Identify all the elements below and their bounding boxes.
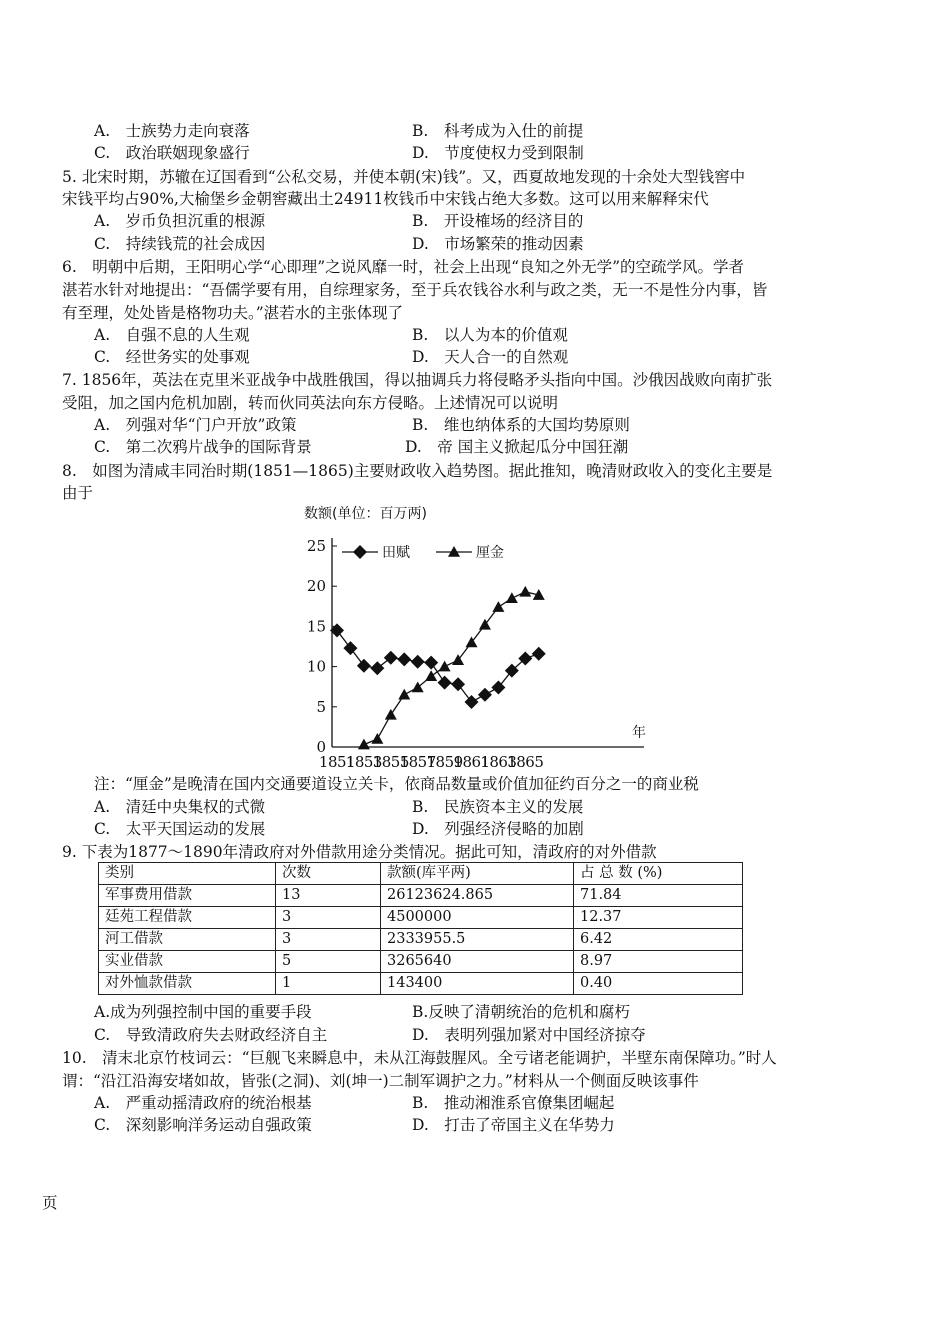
- legend-label-lijin: 厘金: [476, 545, 504, 561]
- q10-option-a: A. 严重动摇清政府的统治根基: [94, 1094, 312, 1112]
- q4-option-a: A. 士族势力走向衰落: [94, 122, 250, 140]
- lijin-data-point: [466, 636, 478, 647]
- table-row: [99, 929, 743, 951]
- y-tick-label: 5: [316, 697, 326, 716]
- lijin-data-point: [439, 661, 451, 672]
- y-tick-label: 10: [306, 657, 326, 676]
- y-tick-label: 15: [306, 617, 326, 636]
- lijin-data-point: [425, 670, 437, 681]
- q5-option-b: B. 开设榷场的经济目的: [412, 212, 584, 230]
- y-tick-label: 25: [306, 537, 326, 555]
- q6-option-d: D. 天人合一的自然观: [412, 348, 569, 366]
- table-cell: 1: [276, 973, 381, 995]
- q4-option-b: B. 科考成为入仕的前提: [412, 122, 584, 140]
- table-row: [99, 951, 743, 973]
- table-cell: 12.37: [574, 907, 743, 929]
- table-cell: 71.84: [574, 885, 743, 907]
- table-cell: 3: [276, 907, 381, 929]
- legend-marker-tianfu: [353, 545, 367, 559]
- q7-option-c: C. 第二次鸦片战争的国际背景: [94, 438, 312, 456]
- lijin-data-point: [358, 739, 370, 750]
- q8-stem-line2: 由于: [62, 484, 94, 502]
- lijin-data-point: [452, 654, 464, 665]
- table-cell: 5: [276, 951, 381, 973]
- table-cell: 26123624.865: [381, 885, 574, 907]
- table-cell: 143400: [381, 973, 574, 995]
- q6-stem-line2: 湛若水针对地提出：“吾儒学要有用，自综理家务，至于兵农钱谷水利与政之类，无一不是性分内事，皆: [62, 281, 768, 299]
- tianfu-data-point: [478, 688, 492, 702]
- legend-label-tianfu: 田赋: [382, 545, 410, 561]
- loan-table: [98, 862, 743, 995]
- q10-option-b: B. 推动湘淮系官僚集团崛起: [412, 1094, 615, 1112]
- q9-option-b: B.反映了清朝统治的危机和腐朽: [412, 1003, 630, 1021]
- tianfu-data-point: [424, 656, 438, 670]
- q8-option-a: A. 清廷中央集权的式微: [94, 798, 266, 816]
- tianfu-data-point: [343, 641, 357, 655]
- table-header-cell: 占 总 数 (%): [574, 863, 743, 885]
- table-cell: 6.42: [574, 929, 743, 951]
- table-cell: 2333955.5: [381, 929, 574, 951]
- x-tick-label: 1857: [399, 753, 436, 771]
- q5-stem-line2: 宋钱平均占90%,大榆堡乡金朝窖藏出土24911枚钱币中宋钱占绝大多数。这可以用来解释宋代: [62, 190, 709, 208]
- table-cell: 河工借款: [99, 929, 276, 951]
- page-footer: 页: [42, 1194, 58, 1212]
- q7-option-a: A. 列强对华“门户开放”政策: [94, 416, 297, 434]
- table-row: [99, 907, 743, 929]
- table-cell: 4500000: [381, 907, 574, 929]
- tianfu-data-point: [370, 661, 384, 675]
- table-cell: 3265640: [381, 951, 574, 973]
- tianfu-data-point: [357, 659, 371, 673]
- q10-stem-line1: 10. 清末北京竹枝词云：“巨舰飞来瞬息中，未从江海鼓腥风。全亏诸老能调护，半壁东南保障功。”时人: [62, 1049, 777, 1067]
- q6-stem-line3: 有至理，处处皆是格物功夫。”湛若水的主张体现了: [62, 304, 404, 322]
- lijin-data-point: [371, 733, 383, 744]
- q8-option-b: B. 民族资本主义的发展: [412, 798, 584, 816]
- tianfu-data-point: [411, 655, 425, 669]
- table-row: [99, 885, 743, 907]
- q5-stem-line1: 5. 北宋时期，苏辙在辽国看到“公私交易，并使本朝(宋)钱”。又，西夏故地发现的十余处大型钱窖中: [62, 168, 746, 186]
- x-tick-label: 1861: [453, 753, 490, 771]
- table-cell: 13: [276, 885, 381, 907]
- lijin-data-point: [506, 592, 518, 603]
- x-tick-label: 1859: [426, 753, 463, 771]
- table-cell: 对外恤款借款: [99, 973, 276, 995]
- x-tick-label: 1853: [345, 753, 382, 771]
- q10-stem-line2: 谓：“沿江沿海安堵如故，皆张(之洞)、刘(坤一)二制军调护之力。”材料从一个侧面反映该事件: [62, 1072, 699, 1090]
- q4-option-d: D. 节度使权力受到限制: [412, 144, 584, 162]
- tianfu-data-point: [532, 647, 546, 661]
- q9-option-a: A.成为列强控制中国的重要手段: [94, 1003, 312, 1021]
- x-tick-label: 1851: [318, 753, 356, 771]
- table-cell: 8.97: [574, 951, 743, 973]
- q5-option-d: D. 市场繁荣的推动因素: [412, 235, 584, 253]
- table-cell: 军事费用借款: [99, 885, 276, 907]
- lijin-data-point: [412, 682, 424, 693]
- q6-option-c: C. 经世务实的处事观: [94, 348, 250, 366]
- table-row: [99, 973, 743, 995]
- x-tick-label: 1855: [372, 753, 409, 771]
- q10-option-c: C. 深刻影响洋务运动自强政策: [94, 1116, 312, 1134]
- q7-option-d: D. 帝 国主义掀起瓜分中国狂潮: [405, 438, 629, 456]
- tianfu-data-point: [438, 676, 452, 690]
- q5-option-c: C. 持续钱荒的社会成因: [94, 235, 266, 253]
- table-cell: 廷苑工程借款: [99, 907, 276, 929]
- table-cell: 实业借款: [99, 951, 276, 973]
- q9-option-d: D. 表明列强加紧对中国经济掠夺: [412, 1026, 646, 1044]
- q7-stem-line2: 受阻，加之国内危机加剧，转而伙同英法向东方侵略。上述情况可以说明: [62, 394, 559, 412]
- q9-option-c: C. 导致清政府失去财政经济自主: [94, 1026, 328, 1044]
- lijin-data-point: [492, 601, 504, 612]
- table-header-row: [99, 863, 743, 885]
- q8-option-d: D. 列强经济侵略的加剧: [412, 820, 584, 838]
- q6-option-a: A. 自强不息的人生观: [94, 326, 250, 344]
- y-tick-label: 0: [316, 738, 326, 756]
- revenue-trend-chart: [296, 500, 666, 775]
- table-header-cell: 次数: [276, 863, 381, 885]
- x-tick-label: 1863: [480, 753, 517, 771]
- q9-stem-line1: 9. 下表为1877～1890年清政府对外借款用途分类情况。据此可知，清政府的对外借款: [62, 843, 657, 861]
- y-axis-label: 数额(单位：百万两): [304, 506, 427, 522]
- q8-stem-line1: 8. 如图为清咸丰同治时期(1851—1865)主要财政收入趋势图。据此推知，晚清财政收入的变化主要是: [62, 462, 773, 480]
- q10-option-d: D. 打击了帝国主义在华势力: [412, 1116, 615, 1134]
- q7-option-b: B. 维也纳体系的大国均势原则: [412, 416, 630, 434]
- q7-stem-line1: 7. 1856年，英法在克里米亚战争中战胜俄国，得以抽调兵力将侵略矛头指向中国。沙俄因战败向南扩张: [62, 371, 773, 389]
- q6-stem-line1: 6. 明朝中后期，王阳明心学“心即理”之说风靡一时，社会上出现“良知之外无学”的空疏学风。学者: [62, 258, 744, 276]
- q5-option-a: A. 岁币负担沉重的根源: [94, 212, 266, 230]
- q4-option-c: C. 政治联姻现象盛行: [94, 144, 250, 162]
- tianfu-data-point: [491, 681, 505, 695]
- tianfu-data-point: [397, 652, 411, 666]
- q8-note: 注：“厘金”是晚清在国内交通要道设立关卡，依商品数量或价值加征约百分之一的商业税: [94, 775, 699, 793]
- table-header-cell: 类别: [99, 863, 276, 885]
- q8-option-c: C. 太平天国运动的发展: [94, 820, 266, 838]
- table-header-cell: 款额(库平两): [381, 863, 574, 885]
- tianfu-data-point: [465, 695, 479, 709]
- lijin-data-point: [398, 689, 410, 700]
- tianfu-data-point: [451, 677, 465, 691]
- lijin-data-point: [519, 586, 531, 597]
- table-cell: 0.40: [574, 973, 743, 995]
- tianfu-data-point: [384, 651, 398, 665]
- x-axis-label: 年: [632, 725, 646, 741]
- lijin-data-point: [385, 709, 397, 720]
- table-cell: 3: [276, 929, 381, 951]
- lijin-data-point: [479, 619, 491, 630]
- q6-option-b: B. 以人为本的价值观: [412, 326, 568, 344]
- y-tick-label: 20: [306, 577, 326, 596]
- x-tick-label: 1865: [507, 753, 544, 771]
